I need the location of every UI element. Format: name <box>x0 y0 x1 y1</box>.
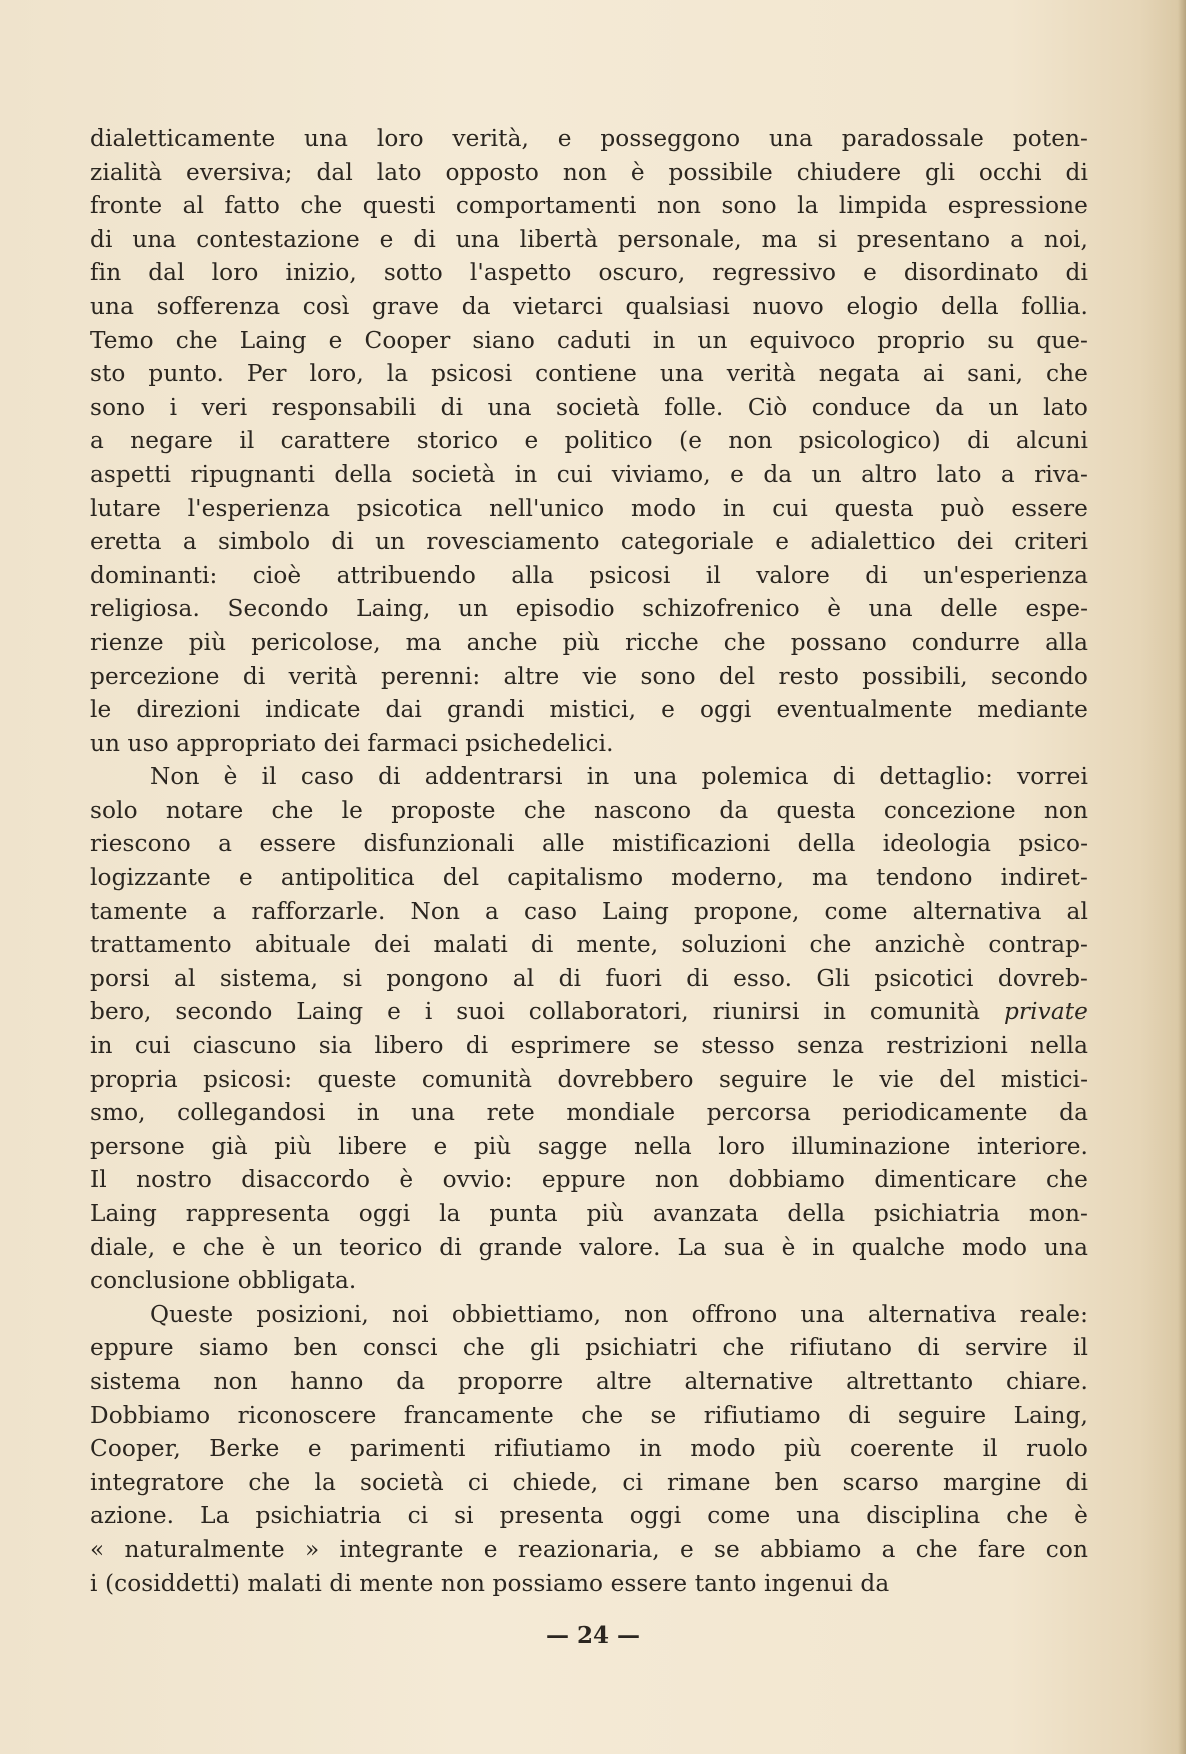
text-line: Temo che Laing e Cooper siano caduti in un equivoco proprio su que- <box>90 326 1088 354</box>
text-line: dialetticamente una loro verità, e posseggono una paradossale poten- <box>90 125 1088 152</box>
text-line: sistema non hanno da proporre altre alternative altrettanto chiare. <box>90 1367 1088 1395</box>
text-line: riescono a essere disfunzionali alle mistificazioni della ideologia psico- <box>90 830 1088 858</box>
text-line: religiosa. Secondo Laing, un episodio schizofrenico è una delle espe- <box>90 595 1088 623</box>
page-edge-shadow <box>1178 0 1186 1754</box>
text-line: fin dal loro inizio, sotto l'aspetto oscuro, regressivo e disordinato di <box>90 259 1088 287</box>
text-line: un uso appropriato dei farmaci psichedelici. <box>90 729 614 757</box>
text-line: tamente a rafforzarle. Non a caso Laing propone, come alternativa al <box>90 897 1088 925</box>
text-line: i (cosiddetti) malati di mente non possiamo essere tanto ingenui da <box>90 1569 890 1597</box>
text-line: in cui ciascuno sia libero di esprimere se stesso senza restrizioni nella <box>90 1032 1088 1060</box>
text-line: sto punto. Per loro, la psicosi contiene una verità negata ai sani, che <box>90 360 1088 388</box>
paragraph <box>90 760 1088 1298</box>
text-line: propria psicosi: queste comunità dovrebbero seguire le vie del mistici- <box>90 1065 1088 1093</box>
text-line: rienze più pericolose, ma anche più ricche che possano condurre alla <box>90 628 1088 656</box>
text-line: Il nostro disaccordo è ovvio: eppure non dobbiamo dimenticare che <box>90 1166 1088 1194</box>
text-line: aspetti ripugnanti della società in cui viviamo, e da un altro lato a riva- <box>90 460 1088 488</box>
text-line: diale, e che è un teorico di grande valore. La sua è in qualche modo una <box>90 1233 1088 1261</box>
text-line: a negare il carattere storico e politico (e non psicologico) di alcuni <box>90 427 1088 455</box>
text-line: Non è il caso di addentrarsi in una polemica di dettaglio: vorrei <box>150 763 1088 791</box>
page-number: — 24 — <box>545 1622 641 1649</box>
text-line: eretta a simbolo di un rovesciamento categoriale e adialettico dei criteri <box>90 528 1088 556</box>
text-line: lutare l'esperienza psicotica nell'unico modo in cui questa può essere <box>90 494 1088 522</box>
text-line: conclusione obbligata. <box>90 1267 357 1295</box>
text-line: percezione di verità perenni: altre vie sono del resto possibili, secondo <box>90 662 1088 690</box>
text-line: persone già più libere e più sagge nella loro illuminazione interiore. <box>90 1132 1088 1160</box>
text-line: azione. La psichiatria ci si presenta oggi come una disciplina che è <box>90 1502 1088 1530</box>
text-line: Dobbiamo riconoscere francamente che se rifiutiamo di seguire Laing, <box>90 1401 1088 1429</box>
text-line: eppure siamo ben consci che gli psichiatri che rifiutano di servire il <box>90 1334 1088 1362</box>
text-line: sono i veri responsabili di una società folle. Ciò conduce da un lato <box>90 393 1088 421</box>
text-line: bero, secondo Laing e i suoi collaboratori, riunirsi in comunità private <box>90 998 1088 1026</box>
text-line: trattamento abituale dei malati di mente, soluzioni che anzichè contrap- <box>90 931 1088 959</box>
text-line: « naturalmente » integrante e reazionaria, e se abbiamo a che fare con <box>90 1535 1088 1563</box>
text-line: dominanti: cioè attribuendo alla psicosi il valore di un'esperienza <box>90 561 1088 589</box>
text-line: fronte al fatto che questi comportamenti non sono la limpida espressione <box>90 192 1088 220</box>
text-line: Queste posizioni, noi obbiettiamo, non offrono una alternativa reale: <box>150 1300 1088 1328</box>
text-line: una sofferenza così grave da vietarci qualsiasi nuovo elogio della follia. <box>90 292 1088 320</box>
text-line: porsi al sistema, si pongono al di fuori di esso. Gli psicotici dovreb- <box>90 964 1088 992</box>
paragraph <box>90 122 1088 760</box>
text-line: Cooper, Berke e parimenti rifiutiamo in modo più coerente il ruolo <box>90 1435 1088 1463</box>
text-line: zialità eversiva; dal lato opposto non è possibile chiudere gli occhi di <box>90 158 1088 186</box>
text-line: le direzioni indicate dai grandi mistici, e oggi eventualmente mediante <box>90 696 1088 724</box>
text-line: Laing rappresenta oggi la punta più avanzata della psichiatria mon- <box>90 1200 1088 1227</box>
paragraph <box>90 1298 1088 1600</box>
body-text <box>90 122 1088 1600</box>
text-line: di una contestazione e di una libertà personale, ma si presentano a noi, <box>90 225 1088 253</box>
text-line: integratore che la società ci chiede, ci rimane ben scarso margine di <box>90 1468 1088 1496</box>
text-line: smo, collegandosi in una rete mondiale percorsa periodicamente da <box>90 1099 1088 1127</box>
text-line: logizzante e antipolitica del capitalismo moderno, ma tendono indiret- <box>90 864 1088 892</box>
text-line: solo notare che le proposte che nascono da questa concezione non <box>90 796 1088 824</box>
